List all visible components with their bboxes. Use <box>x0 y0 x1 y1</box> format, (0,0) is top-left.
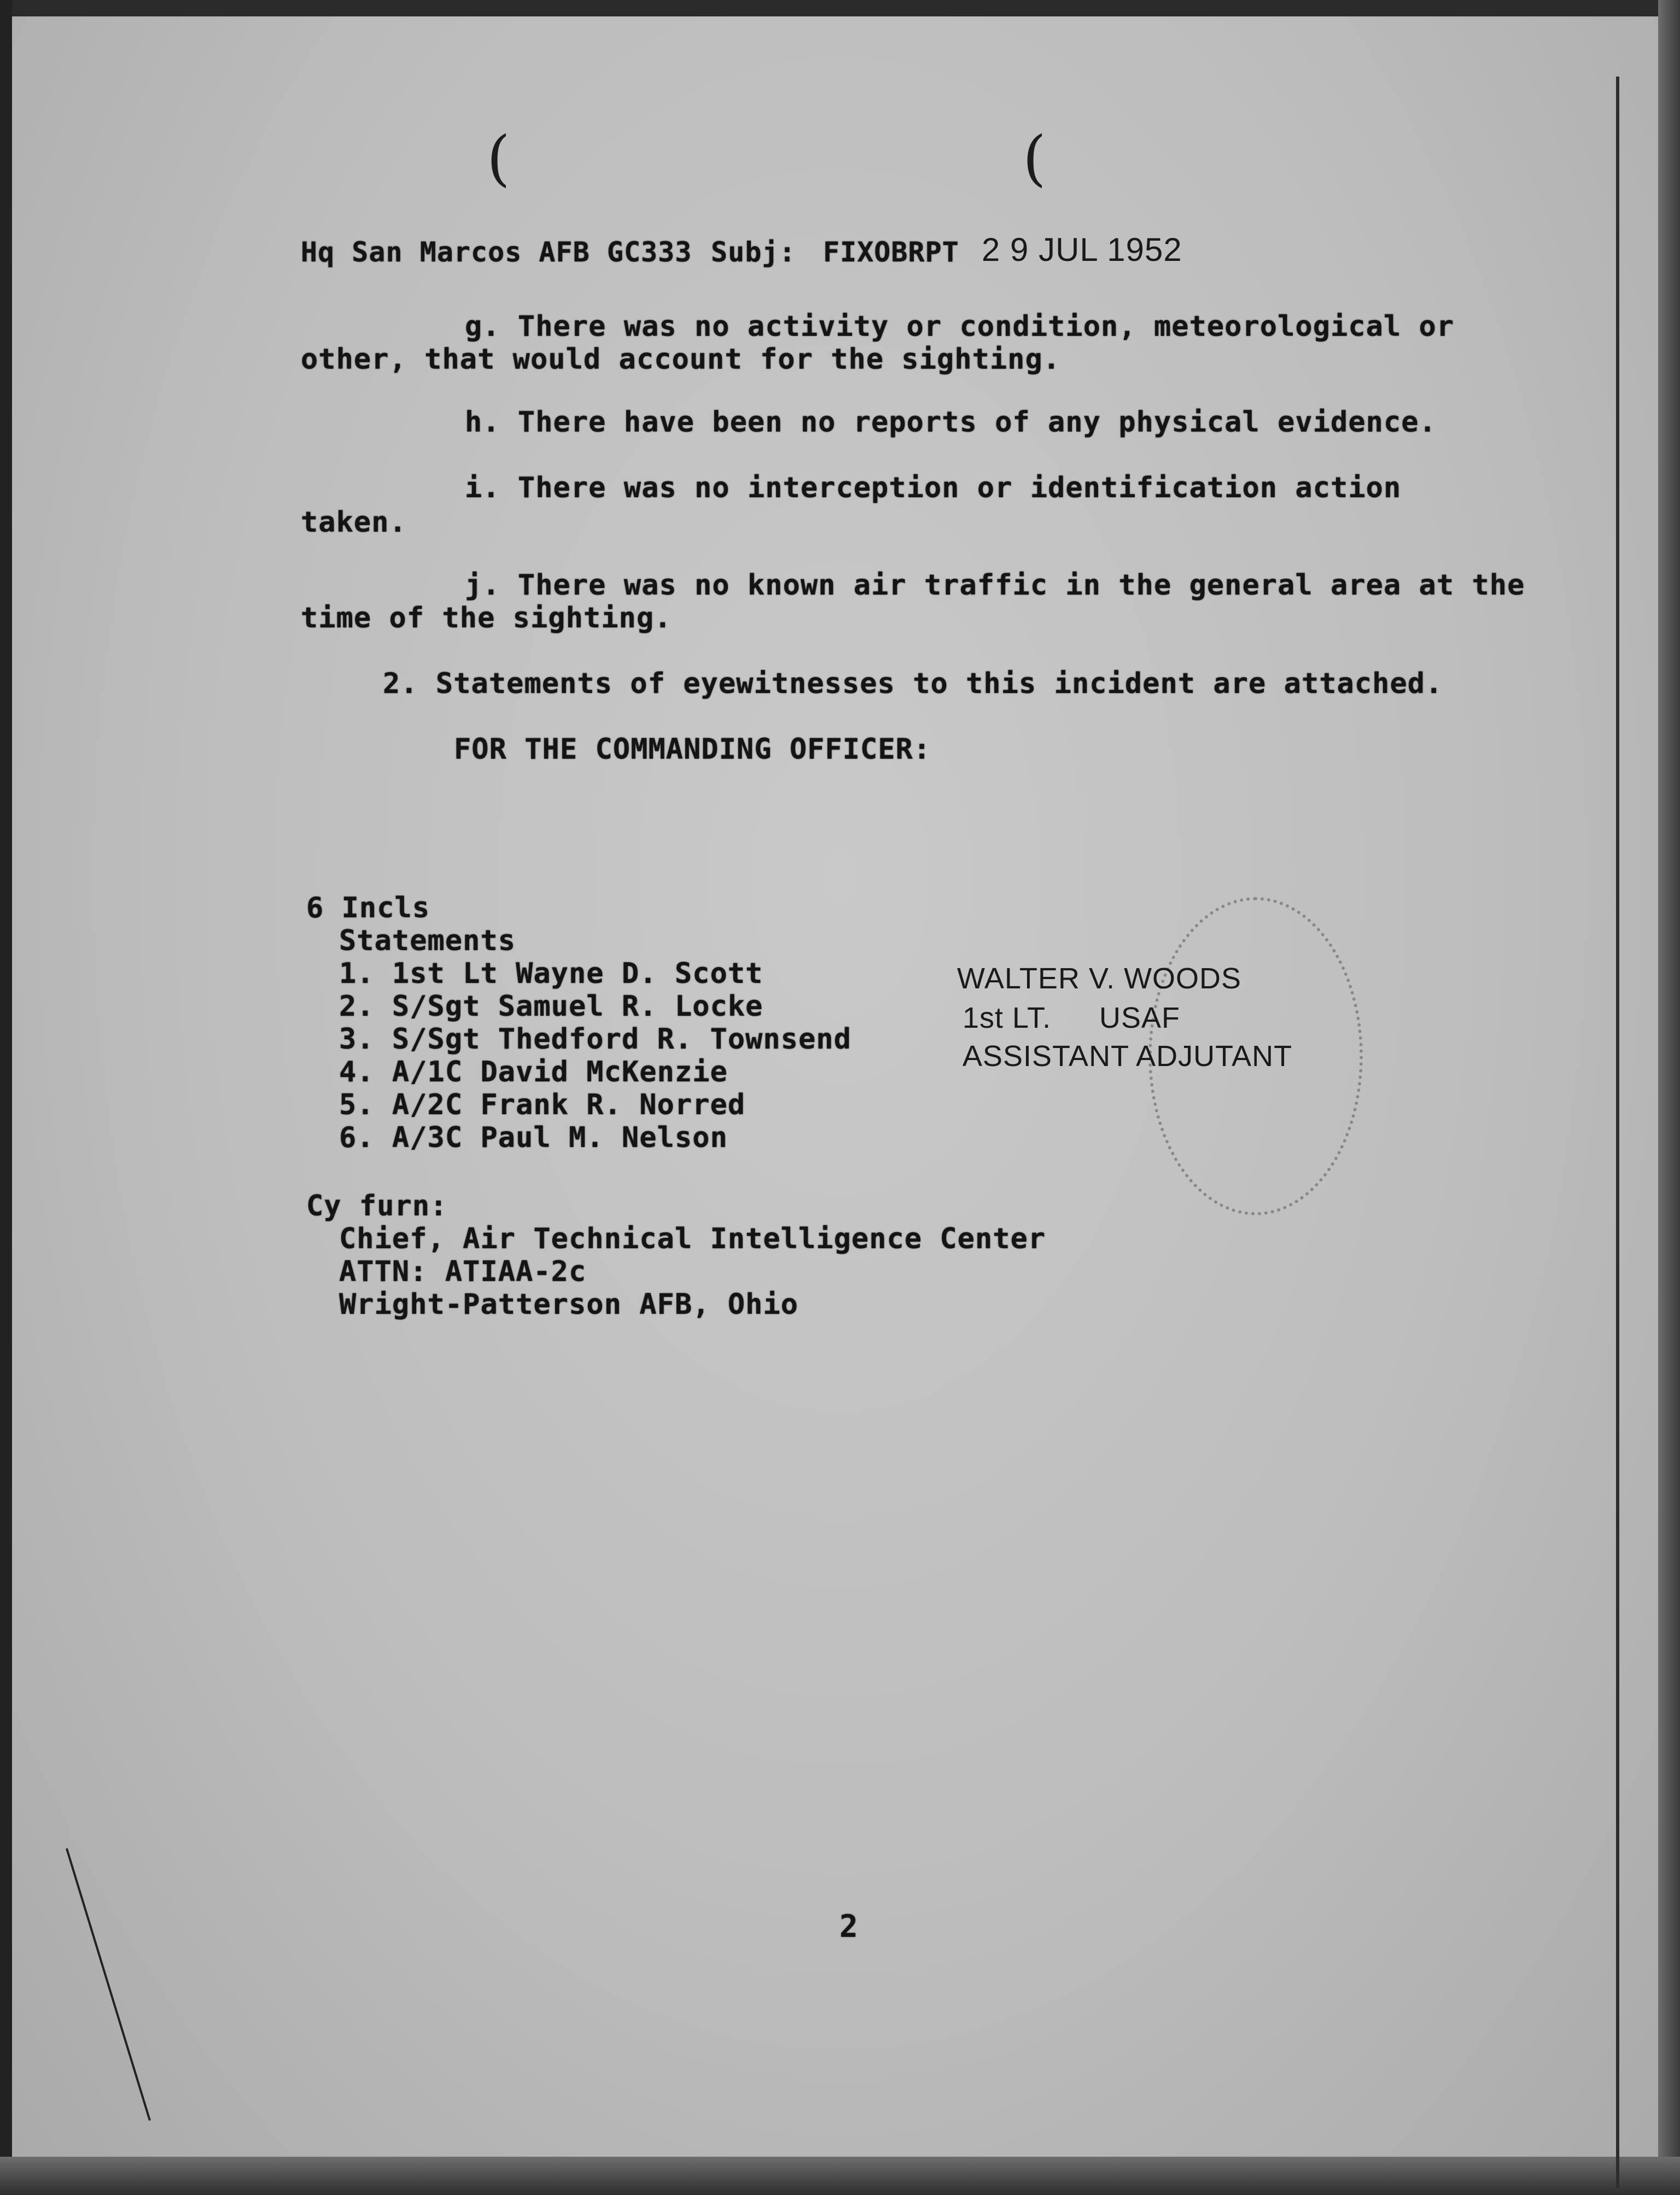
header-subj-label: Subj: <box>711 236 796 268</box>
header-subj: FIXOBRPT <box>823 236 959 268</box>
punch-hole-mark-right: ( <box>1023 123 1046 193</box>
para-i-line2: taken. <box>301 506 407 539</box>
copy-furnished-line2: ATTN: ATIAA-2c <box>339 1255 587 1288</box>
enclosure-item: 5. A/2C Frank R. Norred <box>339 1088 746 1121</box>
para-g-line2: other, that would account for the sighting. <box>301 343 1061 376</box>
page-number: 2 <box>839 1909 859 1944</box>
scan-edge-top <box>0 0 1680 16</box>
scan-edge-right <box>1658 0 1680 2195</box>
enclosure-item: 2. S/Sgt Samuel R. Locke <box>339 990 763 1023</box>
date-stamp: 2 9 JUL 1952 <box>982 231 1182 268</box>
signature-name: WALTER V. WOODS <box>957 962 1242 995</box>
para-j-line2: time of the sighting. <box>301 602 672 634</box>
para-j-line1: j. There was no known air traffic in the general area at the <box>465 569 1525 602</box>
copy-furnished-line1: Chief, Air Technical Intelligence Center <box>339 1222 1046 1255</box>
para-g-line1: g. There was no activity or condition, meteorological or <box>465 310 1455 343</box>
enclosures-count: 6 Incls <box>306 892 430 924</box>
enclosure-item: 1. 1st Lt Wayne D. Scott <box>339 957 763 990</box>
enclosure-item: 6. A/3C Paul M. Nelson <box>339 1121 728 1154</box>
copy-furnished-line3: Wright-Patterson AFB, Ohio <box>339 1288 798 1321</box>
para-2: 2. Statements of eyewitnesses to this incident are attached. <box>383 667 1443 700</box>
enclosure-item: 4. A/1C David McKenzie <box>339 1056 728 1088</box>
scan-edge-left <box>0 0 12 2195</box>
enclosure-item: 3. S/Sgt Thedford R. Townsend <box>339 1023 851 1056</box>
scan-edge-bottom <box>0 2157 1680 2195</box>
para-i-line1: i. There was no interception or identification action <box>465 471 1402 504</box>
enclosures-heading: Statements <box>339 924 516 957</box>
signature-service: USAF <box>1099 1002 1181 1034</box>
scan-scratch-mark <box>66 1848 151 2121</box>
closing-line: FOR THE COMMANDING OFFICER: <box>454 733 931 766</box>
punch-hole-mark-left: ( <box>487 123 510 193</box>
copy-furnished-label: Cy furn: <box>306 1190 448 1222</box>
header-ref: Hq San Marcos AFB GC333 <box>301 236 692 268</box>
para-h: h. There have been no reports of any physical evidence. <box>465 406 1437 439</box>
signature-title: ASSISTANT ADJUTANT <box>962 1040 1293 1073</box>
signature-rank: 1st LT. <box>962 1002 1052 1034</box>
page-edge-line <box>1616 77 1619 2188</box>
